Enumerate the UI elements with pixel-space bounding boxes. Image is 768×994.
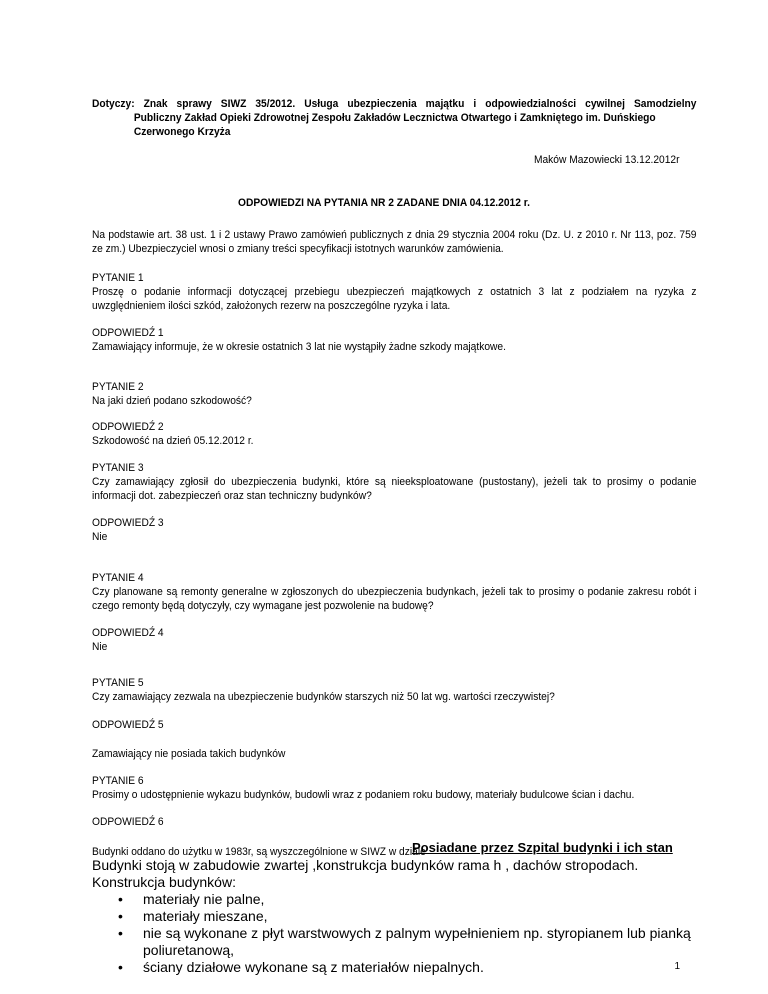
question-text-3: Czy zamawiający zgłosił do ubezpieczenia budynki, które są nieeksploatowane (pustostany), jeżeli tak to prosimy o podanie informacji dot. zabezpieczeń oraz stan techniczny budynków?	[92, 476, 697, 502]
answer-label-5: ODPOWIEDŹ 5	[92, 719, 164, 731]
question-label-4: PYTANIE 4	[92, 572, 144, 584]
question-text-6: Prosimy o udostępnienie wykazu budynków, budowli wraz z podaniem roku budowy, materiały budulcowe ścian i dachu.	[92, 789, 635, 801]
question-text-1: Proszę o podanie informacji dotyczącej przebiegu ubezpieczeń majątkowych z ostatnich 3 lat z podziałem na ryzyka z uwzględnieniem ilości szkód, założonych rezerw na poszczególne ryzyka i lata.	[92, 286, 697, 312]
question-label-1: PYTANIE 1	[92, 272, 144, 284]
answer-text-4: Nie	[92, 641, 108, 653]
subject-line-3: Czerwonego Krzyża	[133, 126, 231, 138]
answer-6-construction-heading: Konstrukcja budynków:	[92, 874, 236, 890]
answer-text-3: Nie	[92, 531, 108, 543]
page-number: 1	[674, 961, 680, 972]
construction-features-list	[92, 891, 712, 976]
question-label-5: PYTANIE 5	[92, 677, 144, 689]
answer-label-4: ODPOWIEDŹ 4	[92, 627, 164, 639]
list-item: • nie są wykonane z płyt warstwowych z palnym wypełnieniem np. styropianem lub pianką poliuretanową,	[92, 925, 712, 959]
list-item: • materiały nie palne,	[92, 891, 712, 908]
answer-text-1: Zamawiający informuje, że w okresie ostatnich 3 lat nie wystąpiły żadne szkody majątkowe.	[92, 341, 506, 353]
answer-label-2: ODPOWIEDŹ 2	[92, 421, 164, 433]
list-item: • ściany działowe wykonane są z materiałów niepalnych.	[92, 959, 712, 976]
subject-block	[92, 97, 697, 139]
place-date: Maków Mazowiecki 13.12.2012r	[534, 154, 680, 166]
subject-line-1: Dotyczy: Znak sprawy SIWZ 35/2012. Usługa ubezpieczenia majątku i odpowiedzialności cywilnej Samodzielny	[92, 98, 697, 110]
question-text-2: Na jaki dzień podano szkodowość?	[92, 395, 252, 407]
answer-label-1: ODPOWIEDŹ 1	[92, 327, 164, 339]
list-item: • materiały mieszane,	[92, 908, 712, 925]
answer-text-2: Szkodowość na dzień 05.12.2012 r.	[92, 435, 254, 447]
question-label-6: PYTANIE 6	[92, 775, 144, 787]
intro-paragraph: Na podstawie art. 38 ust. 1 i 2 ustawy Prawo zamówień publicznych z dnia 29 stycznia 2004 roku (Dz. U. z 2010 r. Nr 113, poz. 759 ze zm.) Ubezpieczyciel wnosi o zmiany treści specyfikacji istotnych warunków zamówienia.	[92, 229, 697, 255]
answer-label-3: ODPOWIEDŹ 3	[92, 517, 164, 529]
subject-line-2: Publiczny Zakład Opieki Zdrowotnej Zespołu Zakładów Lecznictwa Otwartego i Zamkniętego im. Duńskiego	[133, 112, 656, 124]
question-label-3: PYTANIE 3	[92, 462, 144, 474]
question-text-4: Czy planowane są remonty generalne w zgłoszonych do ubezpieczenia budynkach, jeżeli tak to prosimy o podanie zakresu robót i czego remonty będą dotyczyły, czy wymagane jest pozwolenie na budowę?	[92, 586, 697, 612]
answer-6-lead: Budynki oddano do użytku w 1983r, są wyszczególnione w SIWZ w dziale	[92, 846, 426, 858]
answer-text-5: Zamawiający nie posiada takich budynków	[92, 748, 286, 760]
question-label-2: PYTANIE 2	[92, 381, 144, 393]
answer-label-6: ODPOWIEDŹ 6	[92, 816, 164, 828]
section-reference: Posiadane przez Szpital budynki i ich stan	[412, 840, 673, 855]
document-heading: ODPOWIEDZI NA PYTANIA NR 2 ZADANE DNIA 04.12.2012 r.	[237, 197, 530, 209]
answer-6-construction-line: Budynki stoją w zabudowie zwartej ,konstrukcja budynków rama h , dachów stropodach.	[92, 857, 639, 873]
question-text-5: Czy zamawiający zezwala na ubezpieczenie budynków starszych niż 50 lat wg. wartości rzeczywistej?	[92, 691, 555, 703]
